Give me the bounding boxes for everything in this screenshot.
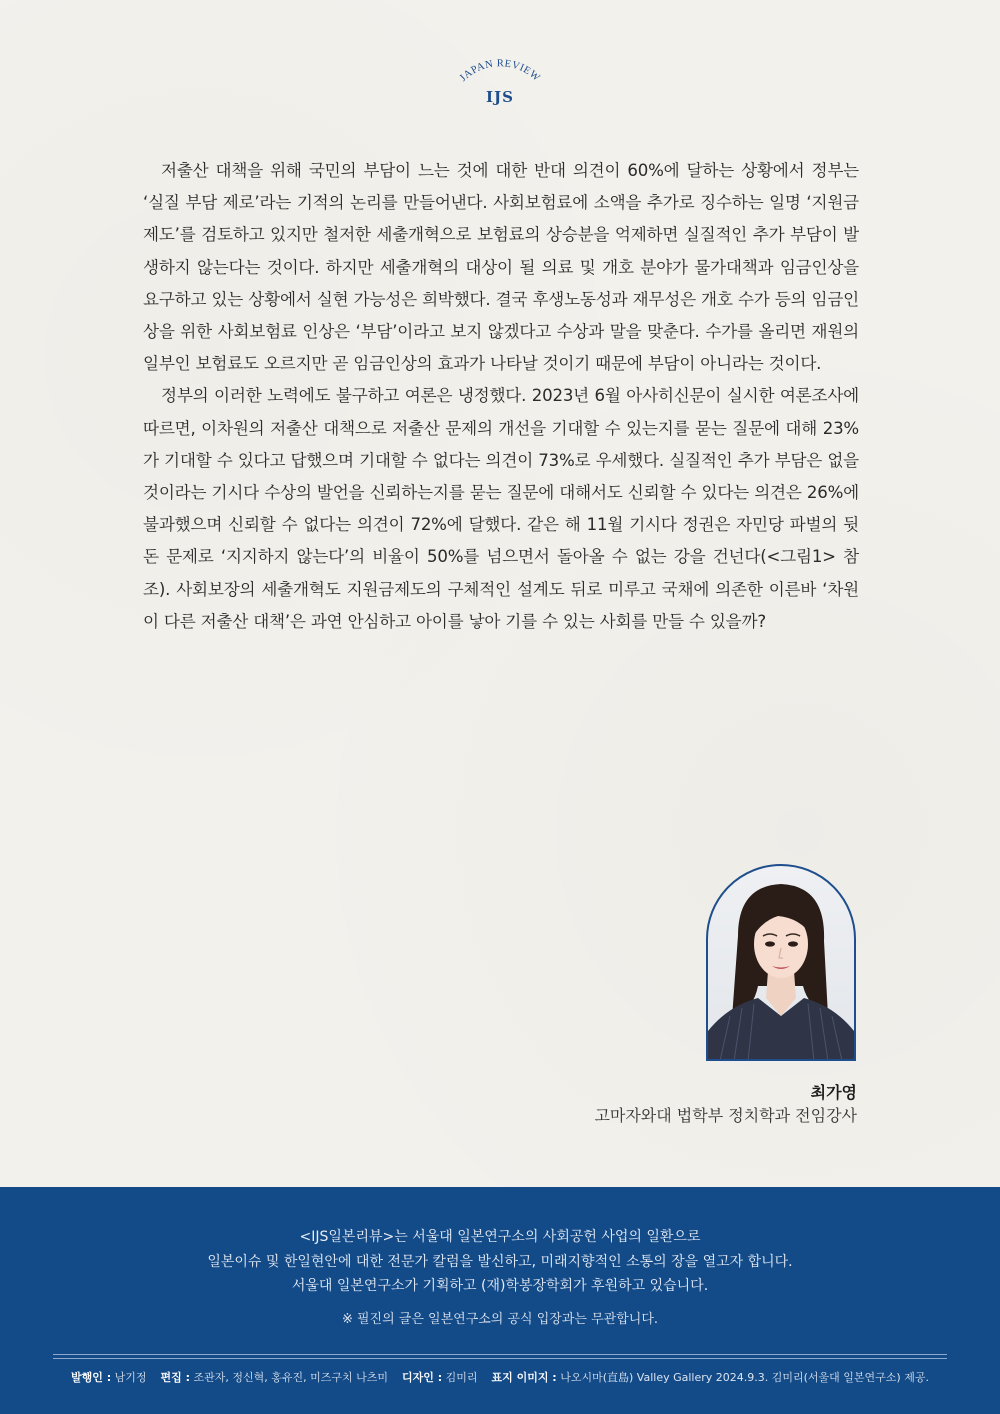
svg-text:JAPAN REVIEW [458, 58, 542, 84]
logo-arc [440, 48, 560, 93]
footer-disclaimer: ※ 필진의 글은 일본연구소의 공식 입장과는 무관합니다. [341, 1312, 659, 1327]
cover-value: 나오시마(直島) Valley Gallery 2024.9.3. 김미리(서울대 일본연구소) 제공. [560, 1371, 929, 1384]
author-title: 고마자와대 법학부 정치학과 전임강사 [594, 1106, 857, 1125]
publisher-value: 남기정 [114, 1371, 147, 1384]
cover-label: 표지 이미지 : [491, 1371, 557, 1384]
publisher-label: 발행인 : [71, 1371, 112, 1384]
designer-value: 김미리 [445, 1371, 478, 1384]
paragraph: 저출산 대책을 위해 국민의 부담이 느는 것에 대한 반대 의견이 60%에 달하는 상황에서 정부는 ‘실질 부담 제로’라는 기적의 논리를 만들어낸다. 사회보험료에 소액을 추가로 징수하는 일명 ‘지원금제도’를 검토하고 있지만 철저한 세출개혁으로 보험료의 상승분을 억제하면 실질적인 추가 부담이 발생하지 않는다는 것이다. 하지만 세출개혁의 대상이 될 의료 및 개호 분야가 물가대책과 임금인상을 요구하고 있는 상황에서 실현 가능성은 희박했다. 결국 후생노동성과 재무성은 개호 수가 등의 임금인상을 위한 사회보험료 인상은 ‘부담’이라고 보지 않겠다고 수상과 말을 맞춘다. 수가를 올리면 재원의 일부인 보험료도 오르지만 곧 임금인상의 효과가 나타날 것이기 때문에 부담이 아니라는 것이다. [143, 161, 859, 374]
logo-arc-text: JAPAN REVIEW [457, 58, 542, 84]
footer-line: <IJS일본리뷰>는 서울대 일본연구소의 사회공헌 사업의 일환으로 [299, 1229, 701, 1245]
editors-label: 편집 : [160, 1371, 191, 1384]
paragraph: 정부의 이러한 노력에도 불구하고 여론은 냉정했다. 2023년 6월 아사히신문이 실시한 여론조사에 따르면, 이차원의 저출산 대책으로 저출산 문제의 개선을 기대할 수 있는지를 묻는 질문에 대해 23%가 기대할 수 있다고 답했으며 기대할 수 없다는 의견이 73%로 우세했다. 실질적인 추가 부담은 없을 것이라는 기시다 수상의 발언을 신뢰하는지를 묻는 질문에 대해서도 신뢰할 수 있다는 의견은 26%에 불과했으며 신뢰할 수 없다는 의견이 72%에 달했다. 같은 해 11월 기시다 정권은 자민당 파벌의 뒷돈 문제로 ‘지지하지 않는다’의 비율이 50%를 넘으면서 돌아올 수 없는 강을 건넌다(<그림1> 참조). 사회보장의 세출개혁도 지원금제도의 구체적인 설계도 뒤로 미루고 국채에 의존한 이른바 ‘차원이 다른 저출산 대책’은 과연 안심하고 아이를 낳아 기를 수 있는 사회를 만들 수 있을까? [143, 386, 859, 631]
footer-description [0, 1225, 1000, 1299]
footer-line: 서울대 일본연구소가 기획하고 (재)학봉장학회가 후원하고 있습니다. [291, 1278, 709, 1294]
footer [0, 1187, 1000, 1414]
divider [53, 1354, 947, 1355]
footer-line: 일본이슈 및 한일현안에 대한 전문가 칼럼을 발신하고, 미래지향적인 소통의 장을 열고자 합니다. [207, 1253, 793, 1270]
divider [53, 1358, 947, 1359]
credits-line [0, 1369, 1000, 1385]
article-body [143, 155, 859, 638]
author-name: 최가영 [810, 1083, 857, 1102]
designer-label: 디자인 : [402, 1371, 443, 1384]
author-photo [706, 864, 856, 1061]
logo-mark: IJS [486, 88, 514, 106]
ijs-logo [440, 48, 560, 118]
editors-value: 조관자, 정신혁, 홍유진, 미즈구치 나츠미 [193, 1371, 389, 1384]
